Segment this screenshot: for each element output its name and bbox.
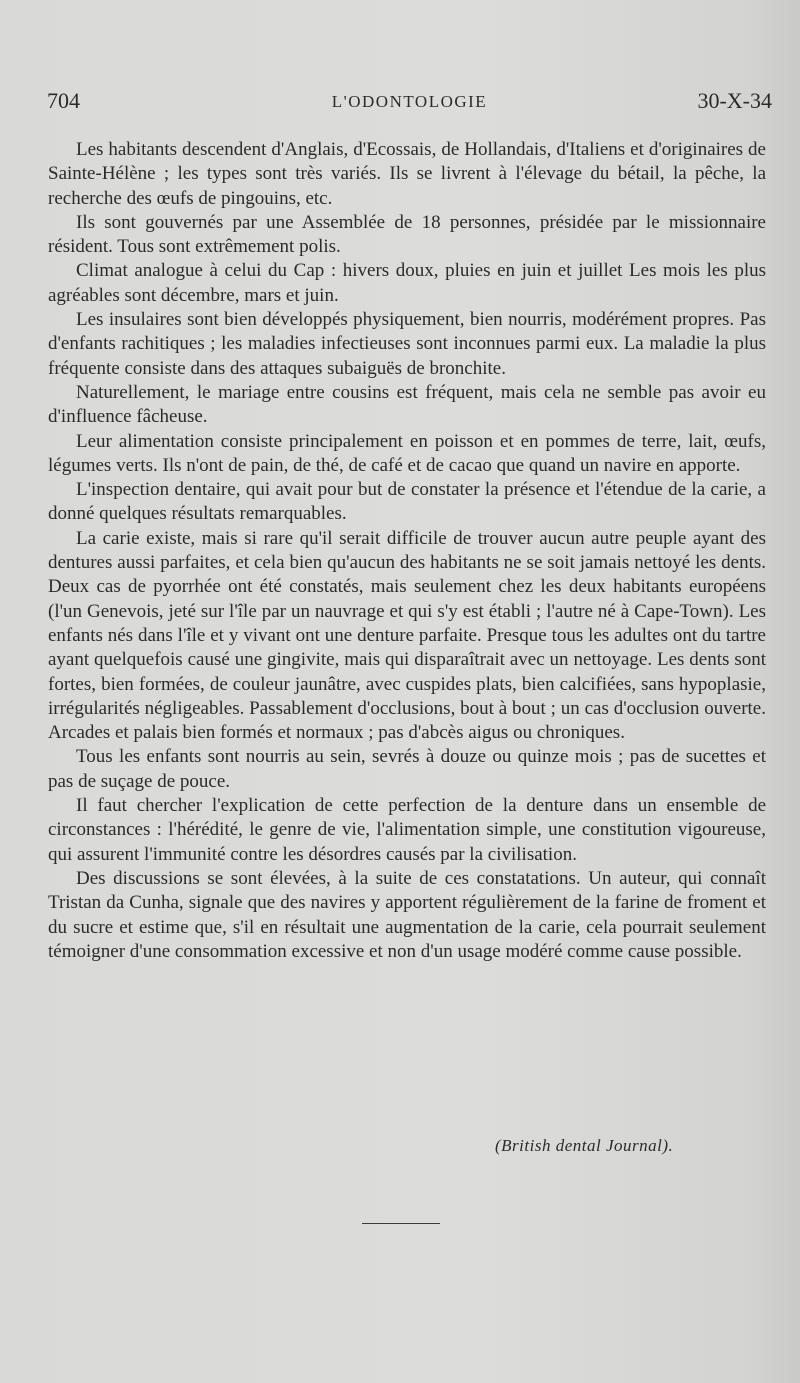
issue-date: 30-X-34 (697, 88, 772, 113)
end-rule (362, 1223, 440, 1224)
paragraph: La carie existe, mais si rare qu'il serait difficile de trouver aucun autre peuple ayant des dentures aussi parfaites, et cela bien qu'aucun des habitants ne se soit jamais nettoyé les dents. Deux cas de pyorrhée ont été constatés, mais seulement chez les deux habitants européens (l'un Genevois, jeté sur l'île par un nauvrage et qui s'y est établi ; l'autre né à Cape-Town). Les enfants nés dans l'île et y vivant ont une denture parfaite. Presque tous les adultes ont du tartre ayant quelquefois causé une gingivite, mais qui disparaîtrait avec un nettoyage. Les dents sont fortes, bien formées, de couleur jaunâtre, avec cuspides plats, bien calcifiées, sans hypoplasie, irrégularités négligeables. Passablement d'occlusions, bout à bout ; un cas d'occlusion ouverte. Arcades et palais bien formés et normaux ; pas d'abcès aigus ou chroniques. (48, 527, 766, 744)
paragraph: Ils sont gouvernés par une Assemblée de 18 personnes, présidée par le missionnaire résident. Tous sont extrêmement polis. (48, 211, 766, 258)
paragraph: Il faut chercher l'explication de cette perfection de la denture dans un ensemble de circonstances : l'hérédité, le genre de vie, l'alimentation simple, une constitution vigoureuse, qui assurent l'immunité contre les désordres causés par la civilisation. (48, 795, 766, 865)
paragraph: Naturellement, le mariage entre cousins est fréquent, mais cela ne semble pas avoir eu d'influence fâcheuse. (48, 381, 766, 428)
paragraph: L'inspection dentaire, qui avait pour but de constater la présence et l'étendue de la carie, a donné quelques résultats remarquables. (48, 479, 766, 525)
paragraph: Des discussions se sont élevées, à la suite de ces constatations. Un auteur, qui connaît Tristan da Cunha, signale que des navires y apportent régulièrement de la farine de froment et du sucre et estime que, s'il en résultait une augmentation de la carie, cela pourrait seulement témoigner d'une consommation excessive et non d'un usage modéré comme cause possible. (48, 867, 766, 962)
paragraph: Climat analogue à celui du Cap : hivers doux, pluies en juin et juillet Les mois les plus agréables sont décembre, mars et juin. (48, 260, 766, 306)
source-citation: (British dental Journal). (495, 1136, 674, 1155)
paragraph: Tous les enfants sont nourris au sein, sevrés à douze ou quinze mois ; pas de sucettes et pas de suçage de pouce. (48, 746, 766, 792)
page-number: 704 (47, 88, 80, 113)
paragraph: Leur alimentation consiste principalement en poisson et en pommes de terre, lait, œufs, légumes verts. Ils n'ont de pain, de thé, de café et de cacao que quand un navire en apporte. (48, 430, 766, 476)
paragraph: Les insulaires sont bien développés physiquement, bien nourris, modérément propres. Pas d'enfants rachitiques ; les maladies infectieuses sont inconnues parmi eux. La maladie la plus fréquente consiste dans des attaques subaiguës de bronchite. (48, 309, 766, 379)
article-body (48, 138, 766, 964)
journal-title: L'ODONTOLOGIE (331, 92, 488, 111)
running-header (47, 88, 772, 118)
paragraph: Les habitants descendent d'Anglais, d'Ecossais, de Hollandais, d'Italiens et d'originaires de Sainte-Hélène ; les types sont très variés. Ils se livrent à l'élevage du bétail, la pêche, la recherche des œufs de pingouins, etc. (48, 139, 766, 209)
